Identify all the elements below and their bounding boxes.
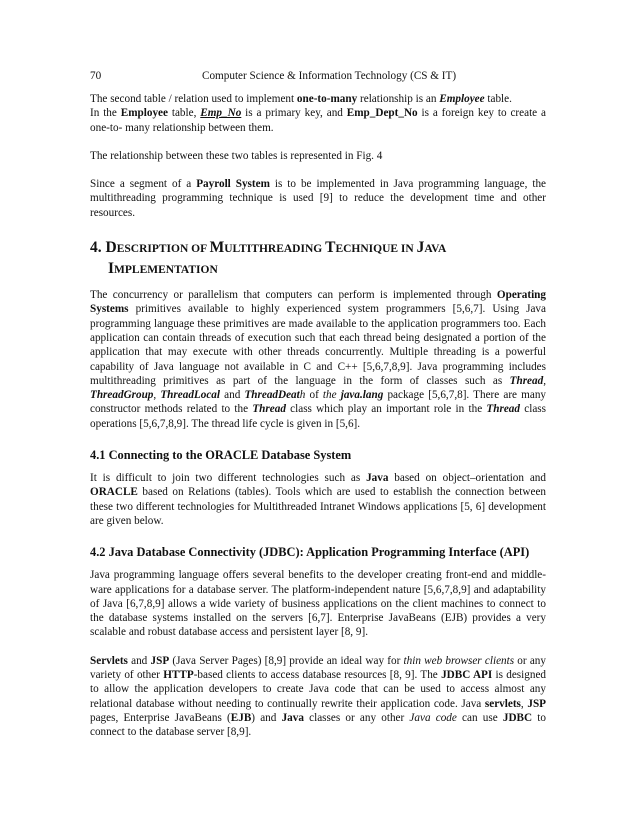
bold-term: Employee bbox=[120, 107, 168, 120]
text-run: table. bbox=[484, 93, 512, 105]
bold-term: one-to-many bbox=[296, 93, 358, 105]
text-run: is a primary key, and bbox=[241, 107, 347, 120]
bold-term: Emp_Dept_No bbox=[346, 107, 418, 120]
section-4-2-paragraph-2: Servlets and JSP (Java Server Pages) [8,9] provide an ideal way for thin web browser clients or any variety of other HTTP-based clients to access database resources [8, 9]. The JDBC API is designed to allow the application developers to create Java code that can be used to access almost any relational database without needing to continually rewrite their application code. Java servlets, JSP pages, Enterprise JavaBeans (EJB) and Java classes or any other Java code can use JDBC to connect to the database server [8,9]. bbox=[90, 654, 547, 739]
payroll-paragraph bbox=[90, 177, 546, 220]
text-run: Since a segment of a bbox=[90, 178, 197, 191]
figure-reference-paragraph: The relationship between these two tables is represented in Fig. 4 bbox=[90, 149, 383, 162]
text-run: The second table / relation used to implement bbox=[90, 93, 297, 105]
section-4-2-heading: 4.2 Java Database Connectivity (JDBC): Application Programming Interface (API) bbox=[90, 545, 530, 560]
text-run: is a foreign key to create a one-to- many relationship between them. bbox=[90, 107, 546, 134]
intro-paragraph bbox=[90, 92, 546, 135]
section-4-paragraph: The concurrency or parallelism that computers can perform is implemented through Operating Systems primitives available to highly experienced system programmers [5,6,7]. Using Java programming language these primitives are made available to the application programmers too. Each application can contain threads of execution such that each thread being designated a portion of the application that may execute with other threads concurrently. Multiple threading is a powerful capability of Java language not available in C and C++ [5,6,7,8,9]. Java programming includes multithreading primitives as part of the language in the form of classes such as Thread, ThreadGroup, ThreadLocal and ThreadDeath of the java.lang package [5,6,7,8]. There are many constructor methods related to the Thread class which play an important role in the Thread class operations [5,6,7,8,9]. The thread life cycle is given in [5,6]. bbox=[90, 289, 547, 430]
bold-italic-term: Employee bbox=[439, 93, 485, 105]
underlined-term: Emp_No bbox=[200, 107, 242, 120]
text-run: In the bbox=[90, 107, 121, 120]
section-4-heading: 4. DESCRIPTION OF MULTITHREADING TECHNIQUE IN JAVA IMPLEMENTATION bbox=[90, 239, 446, 278]
text-run: table, bbox=[167, 107, 201, 120]
running-title: Computer Science & Information Technology (CS & IT) bbox=[202, 70, 457, 82]
page-body bbox=[90, 92, 546, 740]
text-run: relationship is an bbox=[357, 93, 440, 105]
section-4-1-paragraph: It is difficult to join two different technologies such as Java based on object–orientation and ORACLE based on Relations (tables). Tools which are used to establish the connection between these two different technologies for Multithreaded Intranet Windows applications [5, 6] development are given below. bbox=[90, 472, 546, 527]
text-run: is to be implemented in Java programming language, the multithreading programming technique is used [9] to reduce the development time and other resources. bbox=[90, 178, 546, 219]
page-number: 70 bbox=[90, 70, 102, 82]
section-4-2-paragraph-1: Java programming language offers several benefits to the developer creating front-end and middle-ware applications for a database server. The platform-independent nature [5,6,7,8,9] and adaptability of Java [6,7,8,9] allows a wide variety of business applications on the client machines to connect to the database systems installed on the servers [6,7]. Enterprise JavaBeans (EJB) provides a very scalable and robust database access and persistent layer [8, 9]. bbox=[90, 569, 546, 639]
bold-term: Payroll System bbox=[196, 178, 270, 191]
section-4-1-heading: 4.1 Connecting to the ORACLE Database System bbox=[90, 448, 352, 463]
running-header bbox=[90, 68, 550, 84]
